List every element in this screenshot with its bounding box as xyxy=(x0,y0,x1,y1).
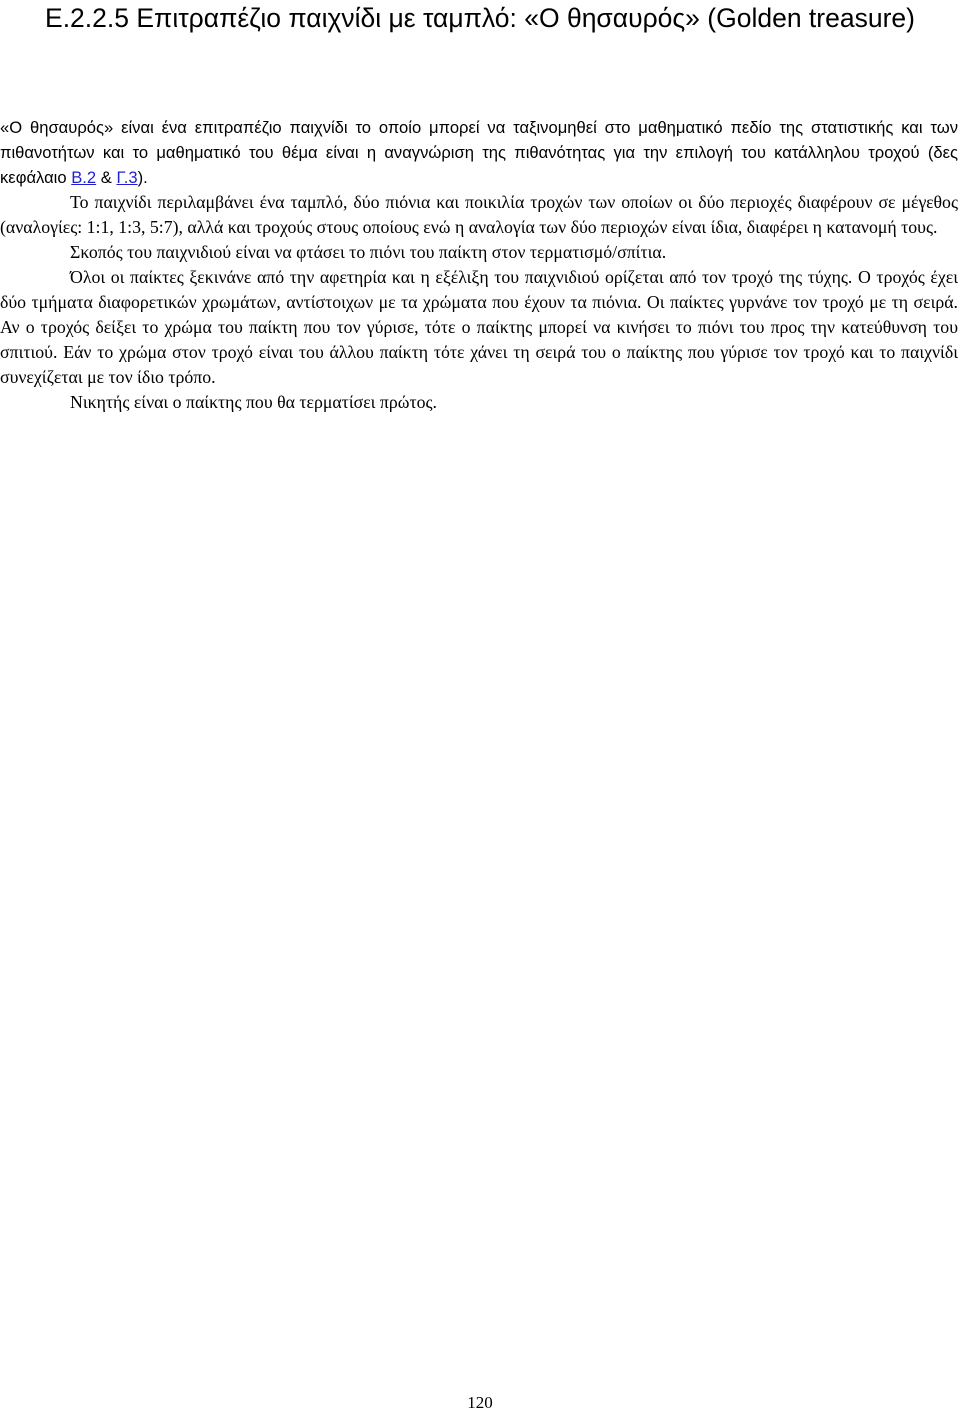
intro-end-text: ). xyxy=(137,168,148,187)
chapter-b2-link[interactable]: B.2 xyxy=(71,168,97,187)
game-goal-paragraph: Σκοπός του παιχνιδιού είναι να φτάσει το πιόνι του παίκτη στον τερματισμό/σπίτια. xyxy=(70,242,667,262)
document-body xyxy=(0,115,958,415)
chapter-g3-link[interactable]: Γ.3 xyxy=(116,168,138,187)
game-rules-paragraph: Όλοι οι παίκτες ξεκινάνε από την αφετηρία και η εξέλιξη του παιχνιδιού ορίζεται από τον τροχό της τύχης. Ο τροχός έχει δύο τμήματα διαφορετικών χρωμάτων, αντίστοιχων με τα χρώματα που έχουν τα πιόνια. Οι παίκτες γυρνάνε τον τροχό με τη σειρά. Αν ο τροχός δείξει το χρώμα του παίκτη που τον γύρισε, τότε ο παίκτης μπορεί να κινήσει το πιόνι του προς την κατεύθυνση του σπιτιού. Εάν το χρώμα στον τροχό είναι του άλλου παίκτη τότε χάνει τη σειρά του ο παίκτης που γύρισε τον τροχό και το παιχνίδι συνεχίζεται με τον ίδιο τρόπο. xyxy=(0,267,958,387)
section-heading: E.2.2.5 Επιτραπέζιο παιχνίδι με ταμπλό: «Ο θησαυρός» (Golden treasure) xyxy=(45,3,915,33)
game-components-paragraph: Το παιχνίδι περιλαμβάνει ένα ταμπλό, δύο πιόνια και ποικιλία τροχών των οποίων οι δύο περιοχές διαφέρουν σε μέγεθος (αναλογίες: 1:1, 1:3, 5:7), αλλά και τροχούς στους οποίους ενώ η αναλογία των δύο περιοχών είναι ίδια, διαφέρει η κατανομή τους. xyxy=(0,192,958,237)
winner-paragraph: Νικητής είναι ο παίκτης που θα τερματίσει πρώτος. xyxy=(70,392,437,412)
ampersand-text: & xyxy=(96,168,117,187)
intro-text: «Ο θησαυρός» είναι ένα επιτραπέζιο παιχνίδι το οποίο μπορεί να ταξινομηθεί στο μαθηματικό πεδίο της στατιστικής και των πιθανοτήτων και το μαθηματικό του θέμα είναι η αναγνώριση της πιθανότητας για την επιλογή του κατάλληλου τροχού (δες κεφάλαιο xyxy=(0,118,958,187)
intro-paragraph xyxy=(0,115,958,190)
page-number: 120 xyxy=(467,1393,493,1412)
